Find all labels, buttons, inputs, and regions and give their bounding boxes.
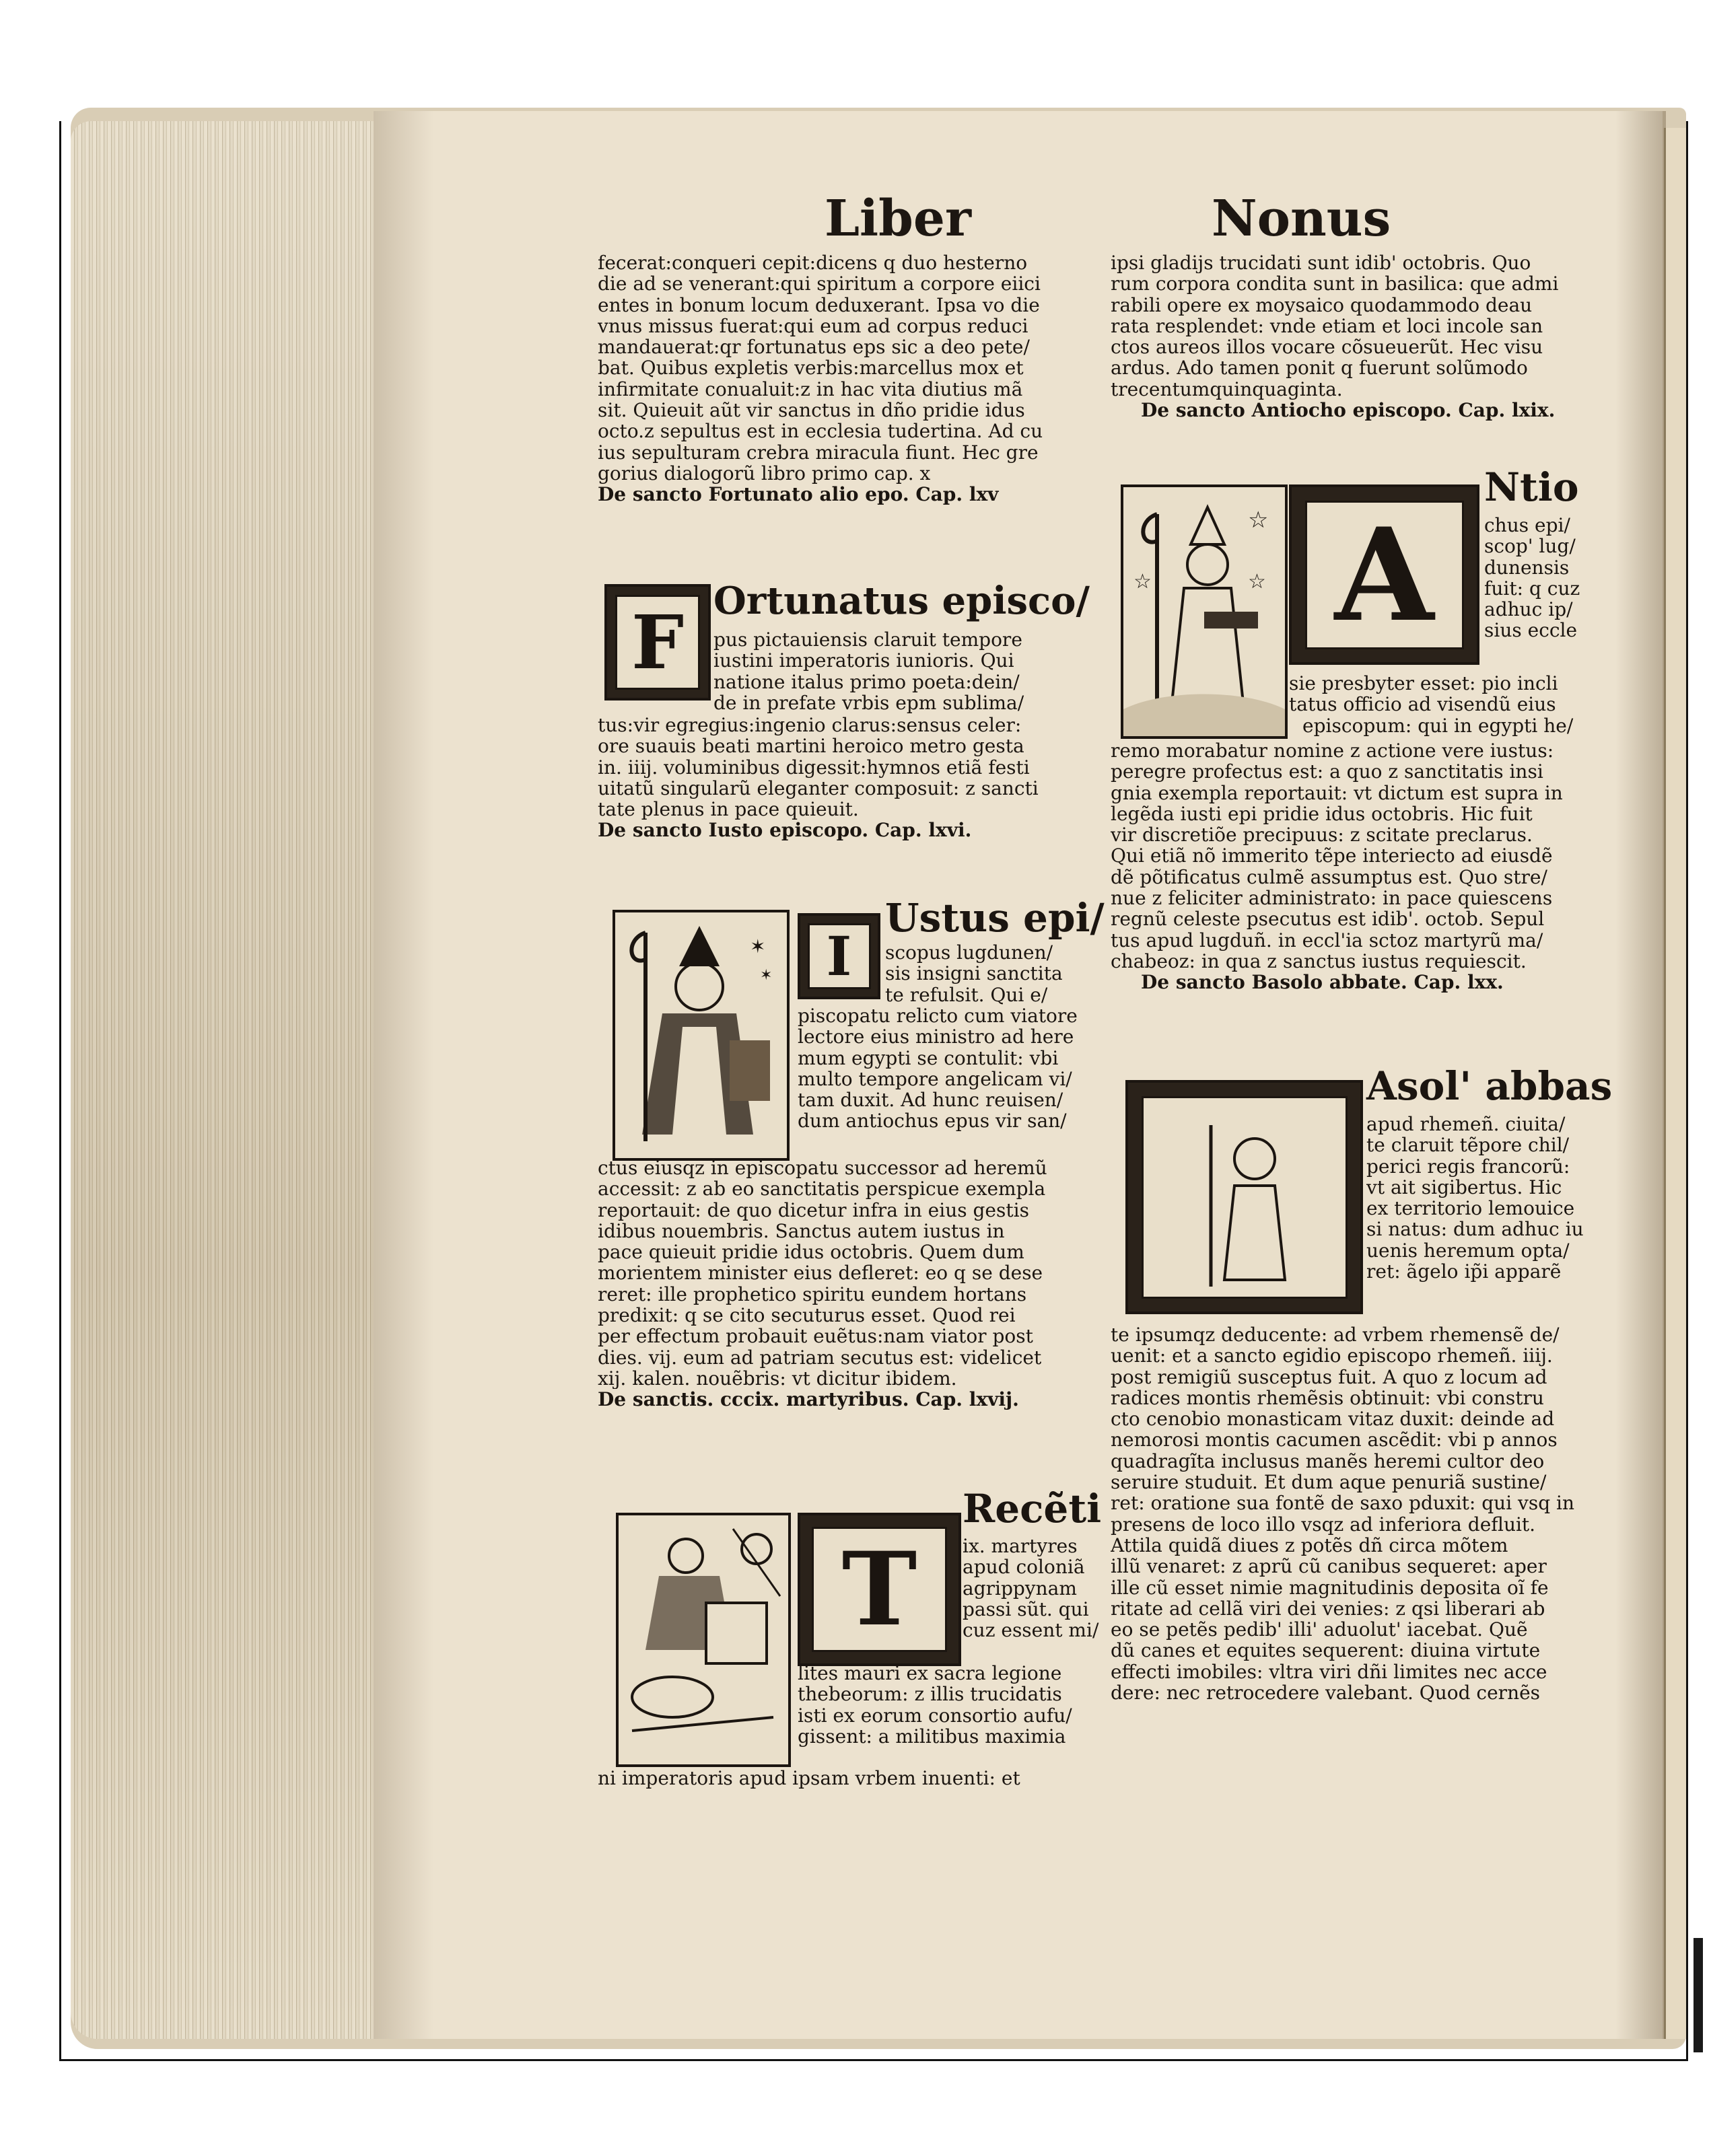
initial-i (798, 913, 880, 999)
text-line: rum corpora condita sunt in basilica: que admi (1111, 273, 1559, 295)
text-line: sius eccle (1484, 620, 1578, 641)
text-line: dunensis (1484, 556, 1570, 578)
text-line: pus pictauiensis claruit tempore (713, 629, 1022, 651)
text-line: dum antiochus epus vir san/ (798, 1110, 1067, 1132)
right-column-text-c (1111, 740, 1595, 993)
text-line: morientem minister eius defleret: eo q se dese (598, 1262, 1043, 1284)
text-line: vir discretiõe precipuus: z scitate preclarus. (1111, 824, 1533, 846)
woodcut-martyrs (616, 1513, 791, 1767)
text-line: iustini imperatoris iunioris. Qui (713, 650, 1014, 672)
text-line: nue z feliciter administrato: in pace quiescens (1111, 888, 1553, 909)
text-line: peregre profectus est: a quo z sanctitatis insi (1111, 761, 1543, 783)
text-line: accessit: z ab eo sanctitatis perspicue exempla (598, 1178, 1046, 1200)
text-line: lites mauri ex sacra legione (798, 1663, 1062, 1684)
text-line: uenis heremum opta/ (1366, 1239, 1570, 1262)
left-column-text-b (713, 629, 1097, 713)
text-line: remo morabatur nomine z actione vere iustus: (1111, 740, 1554, 762)
text-line: ret: oratione sua fontẽ de saxo pduxit: qui vsq in (1111, 1493, 1575, 1514)
text-line: passi sũt. qui (963, 1598, 1089, 1620)
chapter-heading: De sancto Basolo abbate. Cap. lxx. (1141, 972, 1504, 993)
svg-text:✶: ✶ (760, 967, 773, 984)
text-line: ius sepulturam crebra miracula fiunt. Hec gre (598, 441, 1039, 463)
initial-t (798, 1513, 961, 1666)
running-head-right: Nonus (1212, 190, 1391, 248)
text-line: Qui etiã nõ immerito tẽpe interiecto ad eiusdẽ (1111, 845, 1553, 867)
text-line: ix. martyres (963, 1536, 1078, 1557)
text-line: multo tempore angelicam vi/ (798, 1068, 1072, 1090)
text-line: dere: nec retrocedere valebant. Quod cernẽs (1111, 1682, 1541, 1704)
text-line: chus epi/ (1484, 515, 1570, 536)
text-line: eo se petẽs pedib' illi' aduolut' iacebat. Quẽ (1111, 1619, 1528, 1641)
left-column-text-f (963, 1536, 1101, 1641)
text-line: fuit: q cuz (1484, 577, 1580, 600)
initial-b-frame (1142, 1096, 1348, 1299)
text-line: predixit: q se cito secuturus esset. Quod rei (598, 1305, 1016, 1326)
svg-text:✶: ✶ (750, 935, 766, 958)
text-line: entes in bonum locum deduxerant. Ipsa vo die (598, 294, 1040, 316)
text-line: tate plenus in pace quieuit. (598, 799, 859, 820)
initial-f (604, 584, 711, 700)
right-column-text-a (1111, 252, 1595, 421)
text-line: pace quieuit pridie idus octobris. Quem dum (598, 1242, 1024, 1263)
text-line: ctus eiusqz in episcopatu successor ad heremũ (598, 1157, 1047, 1179)
left-column-text-g (598, 1768, 1099, 1789)
text-line: vnus missus fuerat:qui eum ad corpus reduci (598, 315, 1028, 337)
left-column-text-d2 (798, 1005, 1101, 1132)
left-column-text-e (598, 1157, 1099, 1410)
left-column-text-f2 (798, 1663, 1101, 1747)
text-line: radices montis rhemẽsis obtinuit: vbi constru (1111, 1387, 1544, 1409)
text-line: tam duxit. Ad hunc reuisen/ (798, 1089, 1063, 1111)
text-line: rata resplendet: vnde etiam et loci incole san (1111, 315, 1543, 337)
text-line: illũ venaret: z aprũ cũ canibus sequeret: aper (1111, 1556, 1547, 1577)
frame-rule-bottom (59, 2059, 1688, 2061)
text-line: rabili opere ex moysaico quodammodo deau (1111, 294, 1533, 316)
text-line: ille cũ esset nimie magnitudinis deposita oĩ fe (1111, 1577, 1549, 1598)
right-column-text-b (1484, 515, 1595, 641)
text-line: ret: ãgelo ip̃i apparẽ (1366, 1261, 1562, 1283)
chapter-heading: De sanctis. cccix. martyribus. Cap. lxvij. (598, 1389, 1019, 1410)
text-line: ex territorio lemouice (1366, 1198, 1575, 1219)
text-line: thebeorum: z illis trucidatis (798, 1684, 1062, 1705)
text-line: apud coloniã (963, 1556, 1085, 1578)
initial-b (1125, 1080, 1363, 1314)
page-inner-shadow (374, 111, 434, 2039)
text-line: quadragĩta inclusus manẽs heremi cultor deo (1111, 1450, 1545, 1472)
text-line: apud rhemeñ. ciuita/ (1366, 1114, 1566, 1135)
text-line: ardus. Ado tamen ponit q fuerunt solũmodo (1111, 357, 1528, 379)
heading-fortunatus: Ortunatus episco/ (713, 579, 1090, 623)
chapter-heading: De sancto Fortunato alio epo. Cap. lxv (598, 484, 999, 505)
right-column-text-b2 (1289, 673, 1595, 736)
text-line: dies. vij. eum ad patriam secutus est: videlicet (598, 1346, 1042, 1368)
text-line: ritate ad cellã viri dei venies: z qsi liberari ab (1111, 1597, 1545, 1620)
initial-f-letter: F (615, 595, 700, 690)
text-line: natione italus primo poeta:dein/ (713, 671, 1020, 692)
text-line: lectore eius ministro ad here (798, 1026, 1074, 1048)
text-line: te claruit tẽpore chil/ (1366, 1135, 1570, 1156)
svg-text:☆: ☆ (1133, 570, 1152, 594)
heading-receti: Recẽti (963, 1486, 1102, 1532)
text-line: agrippynam (963, 1577, 1077, 1599)
text-line: tatus officio ad visendũ eius (1289, 694, 1556, 715)
text-line: dẽ põtificatus culmẽ assumptus est. Quo stre/ (1111, 866, 1547, 888)
text-line: scop' lug/ (1484, 536, 1576, 557)
text-line: post remigiũ susceptus fuit. A quo z locum ad (1111, 1366, 1547, 1388)
text-line: sit. Quieuit aũt vir sanctus in dño pridie idus (598, 400, 1025, 421)
text-line: per effectum probauit euẽtus:nam viator post (598, 1326, 1033, 1347)
text-line: tus:vir egregius:ingenio clarus:sensus celer: (598, 715, 1022, 736)
text-line: tus apud lugduñ. in eccl'ia sctoz martyrũ ma/ (1111, 929, 1543, 951)
text-line: episcopum: qui in egypti he/ (1302, 715, 1574, 736)
text-line: gnia exempla reportauit: vt dictum est supra in (1111, 782, 1563, 803)
frame-corner-mark (1693, 1938, 1703, 2052)
text-line: sis insigni sanctita (885, 963, 1063, 984)
right-column-text-d (1366, 1114, 1595, 1282)
text-line: chabeoz: in qua z sanctus iustus requiescit. (1111, 950, 1527, 972)
text-line: ore suauis beati martini heroico metro gesta (598, 735, 1024, 757)
left-column-text-a (598, 252, 1099, 505)
chapter-heading: De sancto Iusto episcopo. Cap. lxvi. (598, 820, 972, 841)
left-column-text-c (598, 715, 1099, 841)
facing-page (1666, 128, 1686, 2039)
text-line: cuz essent mi/ (963, 1620, 1099, 1641)
heading-justus: Ustus epi/ (885, 895, 1105, 941)
text-line: te refulsit. Qui e/ (885, 984, 1048, 1005)
text-line: regnũ celeste psecutus est idib'. octob. Sepul (1111, 908, 1545, 930)
text-line: te ipsumqz deducente: ad vrbem rhemensẽ de/ (1111, 1324, 1560, 1346)
text-line: presens de loco illo vsqz ad inferiora defluit. (1111, 1513, 1536, 1535)
text-line: adhuc ip/ (1484, 599, 1573, 620)
text-line: octo.z sepultus est in ecclesia tudertina. Ad cu (598, 421, 1043, 442)
text-line: uitatũ singularũ eleganter composuit: z sancti (598, 777, 1039, 799)
heading-basolus: Asol' abbas (1366, 1063, 1613, 1109)
text-line: reret: ille prophetico spiritu eundem hortans (598, 1283, 1027, 1305)
svg-text:☆: ☆ (1248, 507, 1269, 534)
text-line: si natus: dum adhuc iu (1366, 1219, 1584, 1240)
page-gutter-shadow (1615, 111, 1666, 2039)
heading-antiochus: Ntio (1484, 464, 1579, 510)
frame-rule-right (1686, 121, 1688, 2061)
text-line: ctos aureos illos vocare cõsueuerũt. Hec visu (1111, 336, 1543, 358)
text-line: in. iiij. voluminibus digessit:hymnos etiã festi (598, 756, 1030, 778)
right-column-text-e (1111, 1324, 1595, 1703)
initial-i-letter: I (808, 923, 871, 989)
text-line: vt ait sigibertus. Hic (1366, 1176, 1562, 1198)
text-line: piscopatu relicto cum viatore (798, 1005, 1078, 1027)
running-head-left: Liber (825, 190, 971, 248)
text-line: nemorosi montis cacumen ascẽdit: vbi p annos (1111, 1429, 1558, 1451)
bishop-figure-icon (615, 912, 787, 1158)
text-line: bat. Quibus expletis verbis:marcellus mox et (598, 357, 1024, 379)
martyrdom-scene-icon (619, 1515, 788, 1764)
text-line: de in prefate vrbis epm sublima/ (713, 692, 1024, 714)
text-line: gorius dialogorũ libro primo cap. x (598, 462, 931, 484)
text-line: dũ canes et equites sequerent: diuina virtute (1111, 1640, 1541, 1661)
chapter-heading: De sancto Antiocho episcopo. Cap. lxix. (1141, 400, 1556, 421)
woodcut-saint-justus (613, 910, 790, 1161)
bishop-with-book-icon (1123, 487, 1285, 736)
text-line: gissent: a militibus maximia (798, 1725, 1066, 1748)
text-line: idibus nouembris. Sanctus autem iustus in (598, 1220, 1005, 1242)
text-line: scopus lugdunen/ (885, 942, 1053, 964)
text-line: fecerat:conqueri cepit:dicens q duo hesterno (598, 252, 1028, 274)
text-line: effecti imobiles: vltra viri dñi limites nec acce (1111, 1661, 1547, 1683)
initial-a-letter: A (1305, 501, 1464, 649)
text-line: isti ex eorum consortio aufu/ (798, 1704, 1072, 1726)
text-line: mum egypti se contulit: vbi (798, 1047, 1059, 1069)
text-line: die ad se venerant:qui spiritum a corpore eiici (598, 273, 1041, 295)
text-line: cto cenobio monasticam vitaz duxit: deinde ad (1111, 1408, 1555, 1430)
text-line: Attila quidã diues z potẽs dñ circa mõtem (1111, 1534, 1508, 1556)
text-line: legẽda iusti epi pridie idus octobris. Hic fuit (1111, 803, 1533, 825)
text-line: infirmitate conualuit:z in hac vita diutius mã (598, 378, 1023, 400)
woodcut-saint-antiochus (1121, 484, 1288, 739)
text-line: reportauit: de quo dicetur infra in eius gestis (598, 1199, 1029, 1221)
initial-t-letter: T (812, 1527, 947, 1652)
abbot-figure-icon (1144, 1098, 1346, 1297)
text-line: perici regis francorũ: (1366, 1155, 1570, 1177)
text-line: xij. kalen. nouẽbris: vt dicitur ibidem. (598, 1367, 957, 1390)
text-line: ipsi gladijs trucidati sunt idib' octobris. Quo (1111, 252, 1531, 274)
initial-a (1289, 484, 1479, 665)
text-line: seruire studuit. Et dum aque penuriã sustine/ (1111, 1472, 1547, 1493)
svg-text:☆: ☆ (1248, 570, 1266, 594)
page-edges-shade (71, 121, 374, 2039)
text-line: ni imperatoris apud ipsam vrbem inuenti: et (598, 1768, 1020, 1789)
text-line: sie presbyter esset: pio incli (1289, 673, 1558, 694)
text-line: trecentumquinquaginta. (1111, 378, 1343, 400)
text-line: mandauerat:qr fortunatus eps sic a deo pete/ (598, 336, 1030, 358)
frame-rule-left (59, 121, 61, 2059)
text-line: uenit: et a sancto egidio episcopo rhemeñ. iiij. (1111, 1345, 1553, 1367)
left-column-text-d (885, 942, 1101, 1005)
